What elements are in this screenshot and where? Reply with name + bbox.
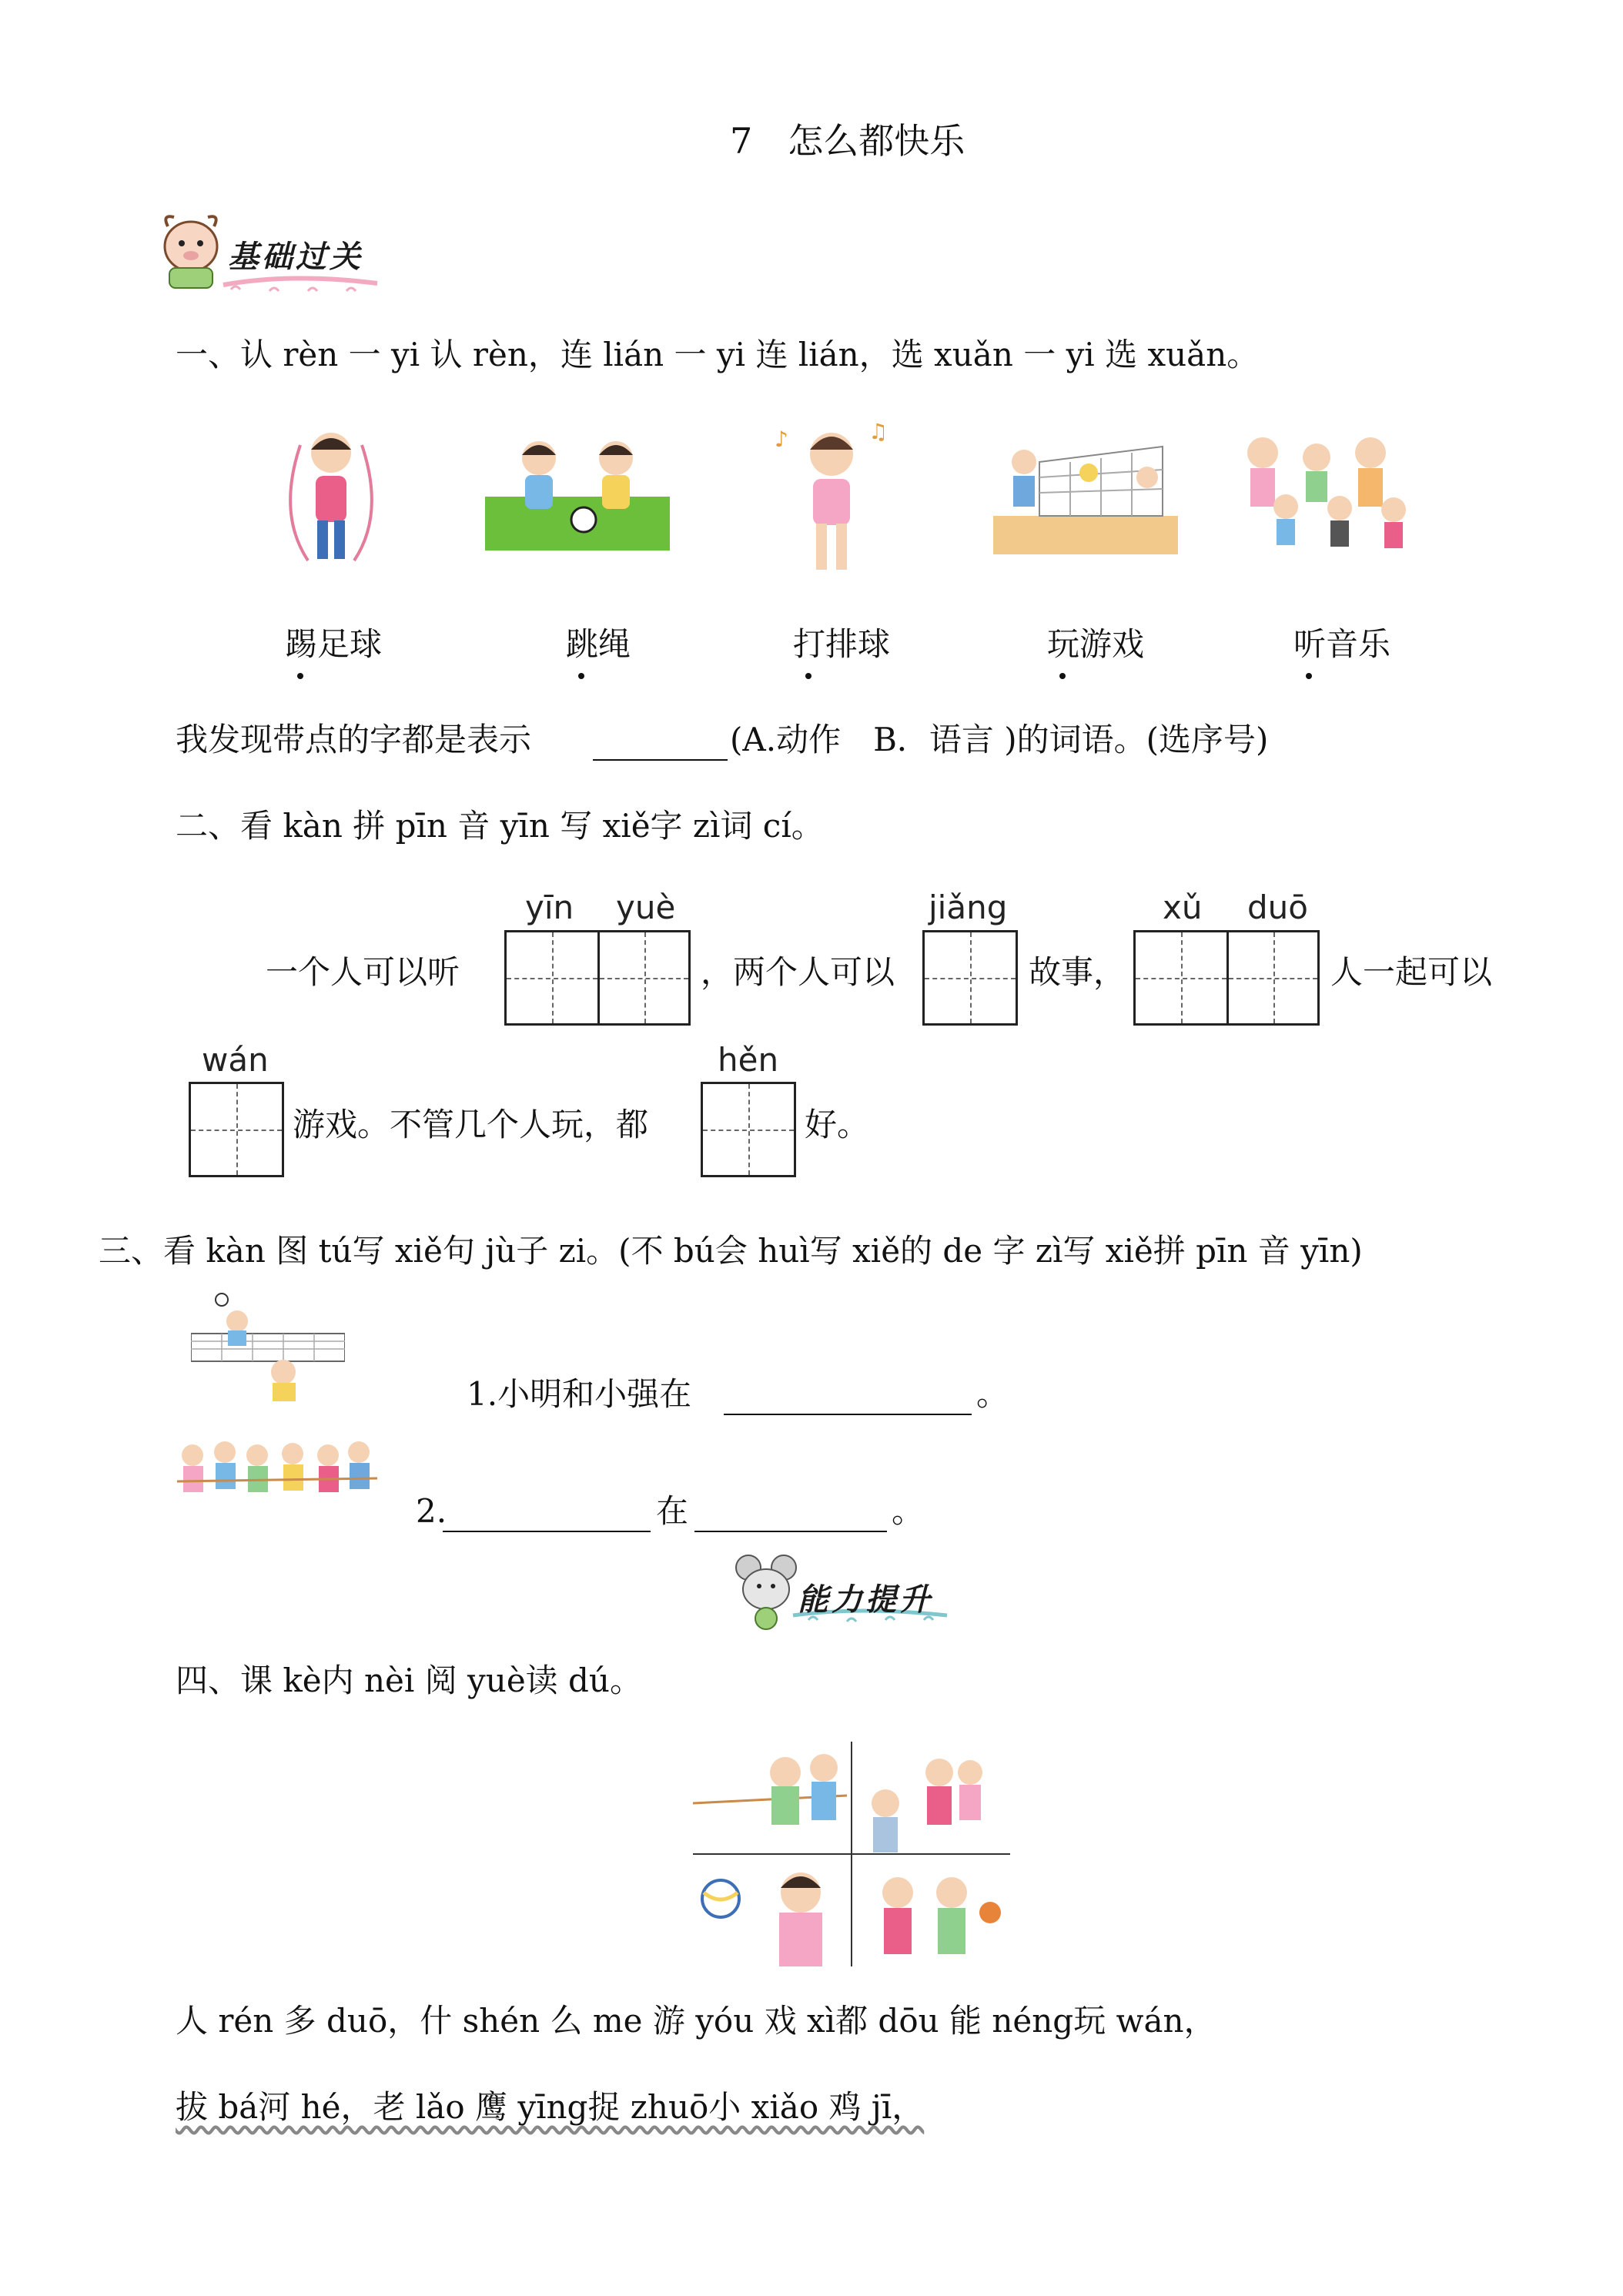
q1-sentence-end: (A.动作 B．语言 )的词语。(选序号)	[730, 721, 1269, 758]
pinyin-label: yīn	[525, 889, 574, 926]
q3-sentence2-end: 。	[892, 1492, 925, 1530]
q2-line2-part1: 游戏。不管几个人玩，都	[293, 1106, 649, 1143]
reading-line-1: 人 rén 多 duō，什 shén 么 me 游 yóu 戏 xì都 dōu 能 néng玩 wán，	[176, 2002, 1216, 2040]
q1-sentence-start: 我发现带点的字都是表示	[176, 721, 532, 758]
word-kick-soccer[interactable]: 踢足球	[285, 628, 382, 661]
word-play-volleyball[interactable]: 打排球	[793, 628, 890, 661]
badminton-picture	[191, 1290, 345, 1406]
pinyin-label: wán	[202, 1041, 269, 1079]
writing-box-jiang[interactable]	[922, 930, 1018, 1026]
badge-label-advanced: 能力提升	[798, 1582, 933, 1618]
q3-sentence1-start: 1.小明和小强在	[467, 1375, 692, 1413]
emphasis-dot-icon	[1306, 673, 1312, 679]
q2-line1-part1: 一个人可以听	[266, 953, 460, 991]
question-3-heading: 三、看 kàn 图 tú写 xiě句 jù子 zi。(不 bú会 huì写 xiě的 de 字 zì写 xiě拼 pīn 音 yīn)	[99, 1232, 1363, 1270]
q2-line1-part3: 故事，	[1029, 953, 1126, 991]
q3-sentence2-mid: 在	[656, 1492, 689, 1530]
q2-line1-part4: 人一起可以	[1330, 953, 1493, 991]
answer-blank-1[interactable]	[593, 758, 728, 761]
pinyin-label: xǔ	[1163, 889, 1203, 926]
page-title: 7 怎么都快乐	[730, 120, 965, 162]
four-panel-games-picture	[693, 1742, 1010, 1966]
pinyin-label: duō	[1247, 889, 1308, 926]
word-play-games[interactable]: 玩游戏	[1047, 628, 1144, 661]
section-badge-basic	[154, 199, 393, 299]
writing-box-yinyue[interactable]	[504, 930, 691, 1026]
soccer-picture	[485, 427, 670, 551]
question-4-heading: 四、课 kè内 nèi 阅 yuè读 dú。	[176, 1662, 642, 1699]
word-jump-rope[interactable]: 跳绳	[566, 628, 631, 661]
answer-blank-2[interactable]	[724, 1412, 972, 1415]
q2-line1-part2: ，两个人可以	[701, 953, 895, 991]
emphasis-dot-icon	[297, 673, 303, 679]
question-2-heading: 二、看 kàn 拼 pīn 音 yīn 写 xiě字 zì词 cí。	[176, 807, 824, 845]
q3-sentence2-number: 2.	[416, 1492, 447, 1530]
pinyin-label: yuè	[616, 889, 676, 926]
answer-blank-3[interactable]	[443, 1529, 651, 1532]
badge-label-basic: 基础过关	[228, 239, 363, 275]
group-games-picture	[1232, 422, 1417, 553]
emphasis-dot-icon	[578, 673, 584, 679]
writing-box-hen[interactable]	[701, 1082, 796, 1177]
svg-text:♫: ♫	[868, 419, 888, 444]
pinyin-label: hěn	[718, 1041, 779, 1079]
q3-sentence1-end: 。	[976, 1375, 1009, 1413]
emphasis-dot-icon	[805, 673, 812, 679]
volleyball-picture	[993, 431, 1178, 554]
answer-blank-4[interactable]	[694, 1529, 887, 1532]
q2-line2-part2: 好。	[805, 1106, 870, 1143]
tug-of-war-picture	[177, 1432, 377, 1525]
svg-text:♪: ♪	[775, 427, 788, 452]
writing-box-xuduo[interactable]	[1133, 930, 1320, 1026]
question-1-heading: 一、认 rèn 一 yi 认 rèn，连 lián 一 yi 连 lián，选 xuǎn 一 yi 选 xuǎn。	[176, 336, 1260, 373]
writing-box-wan[interactable]	[189, 1082, 284, 1177]
emphasis-dot-icon	[1059, 673, 1066, 679]
word-listen-music[interactable]: 听音乐	[1293, 628, 1390, 661]
music-picture	[770, 416, 893, 577]
jump-rope-picture	[277, 422, 385, 576]
reading-line-2: 拔 bá河 hé，老 lǎo 鹰 yīng捉 zhuō小 xiǎo 鸡 jī，	[176, 2088, 925, 2126]
section-badge-advanced	[731, 1548, 955, 1632]
pinyin-label: jiǎng	[929, 889, 1008, 926]
